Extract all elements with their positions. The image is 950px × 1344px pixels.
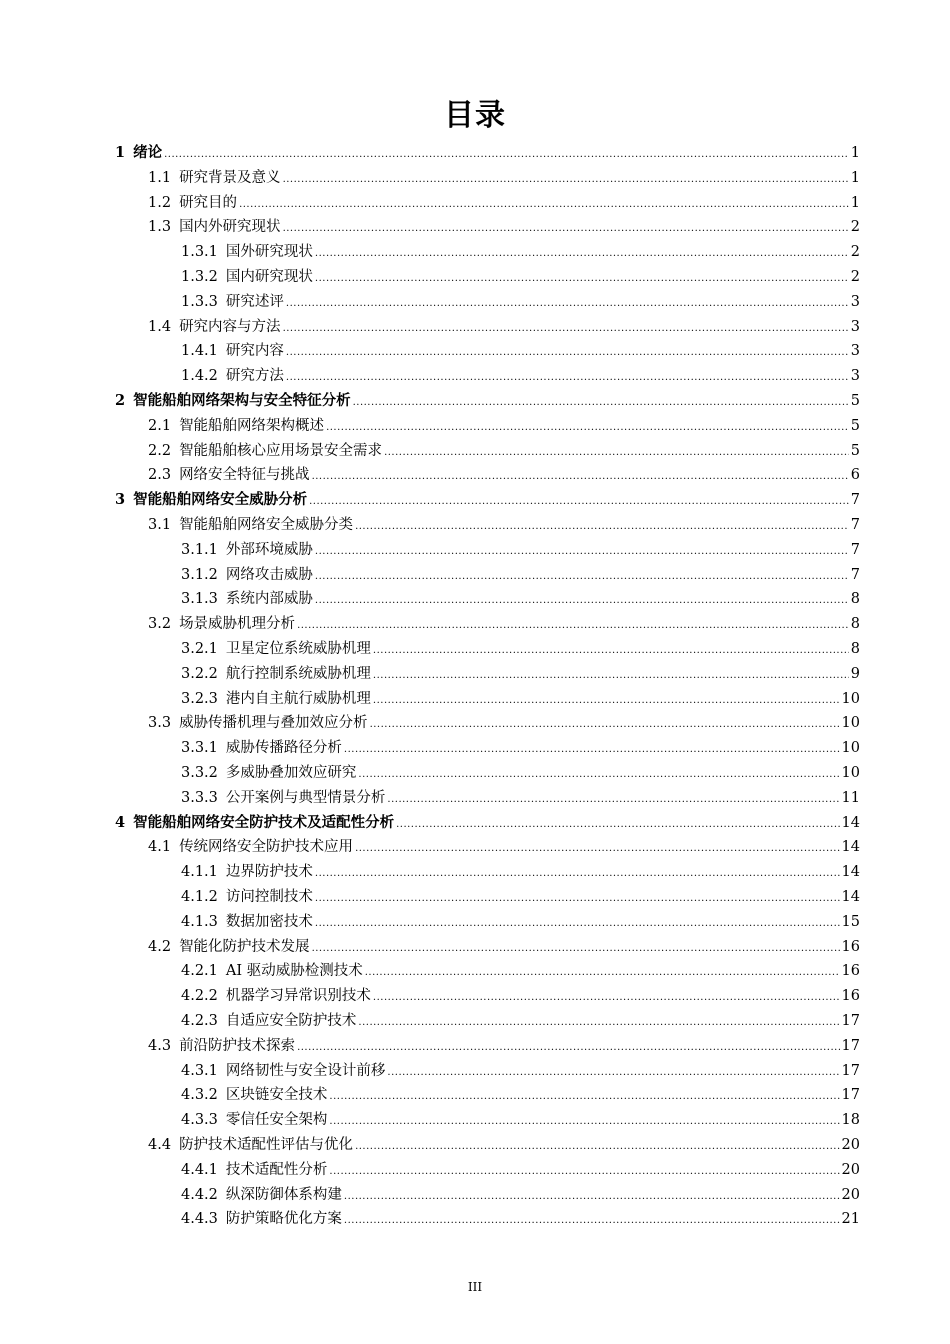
toc-entry-page: 14 [841, 864, 860, 881]
toc-entry[interactable] [181, 786, 860, 811]
toc-entry[interactable] [181, 1083, 860, 1108]
toc-entry-number: 4.2 [148, 938, 172, 955]
toc-leader-dots [286, 364, 849, 391]
toc-entry[interactable] [181, 240, 860, 265]
toc-entry-title: 边界防护技术 [225, 864, 313, 881]
toc-entry[interactable] [181, 910, 860, 935]
toc-entry-title: 传统网络安全防护技术应用 [179, 839, 354, 856]
toc-leader-dots [312, 463, 849, 490]
toc-entry-number: 3.1.2 [181, 566, 218, 583]
toc-entry-page: 6 [850, 467, 860, 484]
toc-entry-page: 17 [841, 1037, 860, 1054]
toc-entry-number: 4.2.2 [181, 988, 218, 1005]
toc-entry-title: 研究目的 [179, 194, 238, 211]
toc-entry-page: 3 [850, 368, 860, 385]
toc-entry[interactable] [181, 860, 860, 885]
toc-entry[interactable] [115, 488, 860, 513]
toc-leader-dots [297, 1034, 839, 1061]
toc-entry-title: 绪论 [133, 144, 163, 161]
toc-entry-page: 18 [841, 1112, 860, 1129]
toc-entry[interactable] [181, 587, 860, 612]
toc-entry-title: 研究内容 [225, 343, 284, 360]
toc-entry-title: 防护技术适配性评估与优化 [179, 1137, 354, 1153]
toc-entry-page: 2 [850, 269, 860, 285]
toc-leader-dots [312, 935, 840, 962]
toc-entry[interactable] [181, 1158, 860, 1183]
toc-entry[interactable] [181, 290, 860, 315]
toc-leader-dots [315, 240, 849, 267]
toc-entry-title: 研究内容与方法 [179, 318, 281, 335]
toc-entry[interactable] [148, 414, 860, 439]
toc-entry-title: 卫星定位系统威胁机理 [225, 641, 371, 657]
toc-entry-title: 港内自主航行威胁机理 [225, 690, 371, 707]
toc-entry-number: 1 [115, 144, 126, 161]
toc-entry-title: 网络攻击威胁 [225, 566, 313, 583]
toc-entry-title: 场景威胁机理分析 [179, 616, 296, 633]
toc-entry-page: 3 [850, 293, 860, 310]
toc-entry-title: 智能船舶网络安全威胁分析 [133, 491, 308, 509]
toc-entry-title: 智能船舶网络安全防护技术及适配性分析 [133, 813, 395, 831]
toc-entry-number: 3.1.3 [181, 591, 218, 608]
toc-entry-page: 10 [841, 715, 860, 732]
toc-entry-page: 7 [850, 541, 860, 558]
toc-leader-dots [239, 191, 849, 218]
toc-leader-dots [365, 959, 840, 986]
toc-entry-page: 10 [841, 765, 860, 781]
toc-leader-dots [315, 910, 840, 937]
toc-entry-title: 国内研究现状 [225, 269, 313, 285]
toc-leader-dots [315, 587, 849, 614]
toc-entry[interactable] [181, 736, 860, 761]
page-title: 目录 [444, 98, 506, 133]
toc-entry-number: 4.3.1 [181, 1062, 218, 1079]
toc-leader-dots [373, 984, 840, 1011]
toc-leader-dots [315, 265, 849, 292]
toc-leader-dots [344, 1207, 840, 1234]
toc-entry-number: 4.4.1 [181, 1161, 218, 1178]
toc-entry-title: 智能化防护技术发展 [179, 938, 310, 955]
toc-entry[interactable] [148, 439, 860, 464]
toc-entry-number: 1.3 [148, 219, 172, 236]
toc-entry-title: 研究述评 [225, 293, 284, 310]
toc-leader-dots [370, 711, 840, 738]
toc-entry[interactable] [148, 612, 860, 637]
toc-entry-title: 国内外研究现状 [179, 219, 281, 236]
toc-leader-dots [297, 612, 849, 639]
toc-entry-title: 智能船舶网络架构与安全特征分析 [133, 392, 351, 409]
toc-entry-number: 4.1.1 [181, 864, 218, 881]
toc-leader-dots [373, 637, 849, 664]
toc-entry-title: 智能船舶网络安全威胁分类 [179, 517, 354, 533]
toc-entry-title: 区块链安全技术 [225, 1087, 328, 1104]
toc-leader-dots [286, 290, 849, 317]
toc-entry[interactable] [148, 463, 860, 488]
toc-leader-dots [344, 1183, 840, 1210]
toc-entry-page: 20 [841, 1137, 860, 1153]
toc-entry-page: 17 [841, 1062, 860, 1079]
toc-entry[interactable] [181, 1207, 860, 1232]
page-number: III [467, 1280, 483, 1294]
toc-entry-number: 1.3.1 [181, 244, 218, 261]
toc-entry-number: 1.3.2 [181, 269, 218, 285]
toc-leader-dots [283, 315, 849, 342]
toc-entry-number: 1.4 [148, 318, 172, 335]
toc-entry-page: 9 [850, 665, 860, 682]
toc-entry-page: 20 [841, 1161, 860, 1178]
toc-entry[interactable] [181, 339, 860, 364]
toc-entry-number: 4.2.1 [181, 963, 218, 980]
toc-entry-page: 15 [841, 913, 860, 930]
toc-entry-number: 4.3.2 [181, 1087, 218, 1104]
toc-leader-dots [355, 1133, 839, 1160]
toc-leader-dots [353, 389, 849, 416]
toc-entry-title: 威胁传播路径分析 [225, 740, 342, 757]
toc-entry-page: 16 [841, 938, 860, 955]
toc-entry-page: 8 [850, 641, 860, 657]
toc-entry-number: 4.2.3 [181, 1013, 218, 1029]
toc-entry-title: 系统内部威胁 [225, 591, 313, 608]
toc-entry-number: 3.1 [148, 517, 172, 533]
toc-entry[interactable] [148, 835, 860, 860]
toc-entry-page: 1 [850, 169, 860, 186]
toc-entry-title: 航行控制系统威胁机理 [225, 665, 371, 682]
toc-leader-dots [329, 1083, 839, 1110]
toc-entry-number: 3.2.1 [181, 641, 218, 657]
toc-entry-page: 7 [850, 492, 860, 509]
toc-entry-page: 14 [841, 839, 860, 856]
toc-entry[interactable] [181, 637, 860, 662]
toc-entry[interactable] [181, 364, 860, 389]
toc-entry-number: 4.3 [148, 1037, 172, 1054]
toc-entry-number: 4.1 [148, 839, 172, 856]
toc-entry-number: 1.4.2 [181, 368, 218, 385]
toc-entry[interactable] [148, 711, 860, 736]
toc-leader-dots [358, 761, 839, 788]
toc-entry[interactable] [181, 1009, 860, 1034]
toc-entry-page: 21 [841, 1211, 860, 1228]
toc-entry-page: 8 [850, 616, 860, 633]
toc-entry-title: 研究背景及意义 [179, 169, 281, 186]
toc-entry-number: 2.1 [148, 417, 172, 434]
toc-leader-dots [396, 811, 839, 838]
toc-entry-page: 16 [841, 988, 860, 1005]
toc-entry[interactable] [181, 662, 860, 687]
toc-leader-dots [373, 687, 840, 714]
toc-entry-number: 3.2.2 [181, 665, 218, 682]
toc-entry-title: 网络韧性与安全设计前移 [225, 1062, 386, 1079]
toc-entry-number: 3.3.1 [181, 740, 218, 757]
toc-entry[interactable] [148, 1034, 860, 1059]
toc-entry-title: 机器学习异常识别技术 [225, 988, 371, 1005]
toc-entry-page: 2 [850, 219, 860, 236]
toc-entry-page: 16 [841, 963, 860, 980]
toc-leader-dots [329, 1158, 839, 1185]
toc-entry-number: 1.1 [148, 169, 172, 186]
toc-entry-title: 威胁传播机理与叠加效应分析 [179, 715, 368, 732]
toc-entry-title: 自适应安全防护技术 [225, 1013, 357, 1029]
toc-leader-dots [387, 1059, 839, 1086]
toc-entry-title: 纵深防御体系构建 [225, 1186, 342, 1203]
toc-entry-page: 2 [850, 244, 860, 261]
toc-entry[interactable] [115, 811, 860, 836]
toc-entry-number: 4.1.2 [181, 889, 218, 905]
toc-entry[interactable] [181, 687, 860, 712]
toc-entry-title: 外部环境威胁 [225, 541, 313, 558]
toc-entry-title: 防护策略优化方案 [225, 1211, 342, 1228]
toc-entry-title: 前沿防护技术探索 [179, 1037, 296, 1054]
toc-entry-number: 2.3 [148, 467, 172, 484]
toc-leader-dots [164, 141, 849, 168]
toc-leader-dots [384, 439, 849, 466]
toc-entry-page: 14 [841, 814, 860, 831]
toc-leader-dots [315, 860, 840, 887]
toc-entry-page: 17 [841, 1087, 860, 1104]
toc-entry-title: 数据加密技术 [225, 913, 313, 930]
toc-entry[interactable] [181, 563, 860, 588]
toc-entry[interactable] [115, 141, 860, 166]
toc-leader-dots [358, 1009, 839, 1036]
toc-entry-title: 技术适配性分析 [225, 1161, 328, 1178]
toc-leader-dots [315, 563, 849, 590]
toc-entry-number: 3.3.3 [181, 789, 218, 806]
toc-entry[interactable] [181, 1059, 860, 1084]
toc-leader-dots [286, 339, 849, 366]
toc-entry-number: 4.4.2 [181, 1186, 218, 1203]
toc-entry-page: 17 [841, 1013, 860, 1029]
toc-entry[interactable] [148, 935, 860, 960]
toc-entry-number: 4.3.3 [181, 1112, 218, 1129]
toc-entry-page: 5 [850, 417, 860, 434]
toc-leader-dots [355, 513, 849, 540]
toc-entry-page: 1 [850, 194, 860, 211]
toc-entry-number: 4.1.3 [181, 913, 218, 930]
toc-entry-number: 2.2 [148, 442, 172, 459]
toc-leader-dots [355, 835, 839, 862]
toc-entry[interactable] [181, 959, 860, 984]
toc-leader-dots [329, 1108, 839, 1135]
toc-entry-page: 11 [841, 789, 860, 806]
toc-entry-title: 智能船舶核心应用场景安全需求 [179, 442, 383, 459]
toc-leader-dots [326, 414, 849, 441]
toc-leader-dots [283, 215, 849, 242]
toc-entry-title: 国外研究现状 [225, 244, 313, 261]
toc-entry-page: 8 [850, 591, 860, 608]
toc-entry-title: 多威胁叠加效应研究 [225, 765, 357, 781]
toc-entry-number: 1.3.3 [181, 293, 218, 310]
toc-leader-dots [315, 538, 849, 565]
toc-entry-title: 网络安全特征与挑战 [179, 467, 310, 484]
toc-entry[interactable] [148, 166, 860, 191]
toc-entry[interactable] [181, 984, 860, 1009]
toc-entry[interactable] [115, 389, 860, 414]
toc-entry[interactable] [181, 885, 860, 910]
toc-entry[interactable] [181, 1183, 860, 1208]
toc-entry-title: AI 驱动威胁检测技术 [225, 963, 363, 980]
toc-entry-number: 4.4.3 [181, 1211, 218, 1228]
toc-entry-page: 5 [850, 393, 860, 409]
toc-entry-page: 3 [850, 318, 860, 335]
toc-leader-dots [283, 166, 849, 193]
toc-entry-title: 零信任安全架构 [225, 1112, 328, 1129]
toc-leader-dots [309, 488, 849, 515]
toc-entry[interactable] [181, 761, 860, 786]
toc-entry-page: 7 [850, 517, 860, 533]
toc-entry-number: 3.2.3 [181, 690, 218, 707]
toc-entry[interactable] [148, 215, 860, 240]
toc-entry-number: 3 [115, 491, 126, 509]
toc-entry-page: 3 [850, 343, 860, 360]
toc-entry-number: 3.3.2 [181, 765, 218, 781]
toc-entry-page: 1 [850, 145, 860, 161]
toc-entry-number: 4 [115, 813, 126, 831]
toc-entry[interactable] [181, 538, 860, 563]
toc-entry-page: 20 [841, 1186, 860, 1203]
toc-entry-number: 3.2 [148, 616, 172, 633]
toc-entry-page: 14 [841, 889, 860, 905]
toc-entry-number: 4.4 [148, 1137, 172, 1153]
toc-entry-title: 公开案例与典型情景分析 [225, 789, 386, 806]
toc-entry-page: 7 [850, 566, 860, 583]
toc-entry-page: 5 [850, 442, 860, 459]
toc-entry-number: 3.1.1 [181, 541, 218, 558]
toc-entry-title: 智能船舶网络架构概述 [179, 417, 325, 434]
toc-entry[interactable] [181, 1108, 860, 1133]
toc-entry-number: 1.4.1 [181, 343, 218, 360]
toc-entry[interactable] [148, 315, 860, 340]
toc-leader-dots [387, 786, 839, 813]
toc-entry-number: 1.2 [148, 194, 172, 211]
toc-entry-page: 10 [841, 690, 860, 707]
toc-entry-title: 访问控制技术 [225, 889, 313, 905]
toc-entry-page: 10 [841, 740, 860, 757]
toc-entry[interactable] [181, 265, 860, 290]
toc-leader-dots [344, 736, 840, 763]
toc-leader-dots [315, 885, 840, 912]
toc-entry-number: 3.3 [148, 715, 172, 732]
toc-entry[interactable] [148, 191, 860, 216]
toc-entry-title: 研究方法 [225, 368, 284, 385]
toc-entry[interactable] [148, 1133, 860, 1158]
toc-entry-number: 2 [115, 392, 126, 409]
toc-leader-dots [373, 662, 849, 689]
toc-entry[interactable] [148, 513, 860, 538]
